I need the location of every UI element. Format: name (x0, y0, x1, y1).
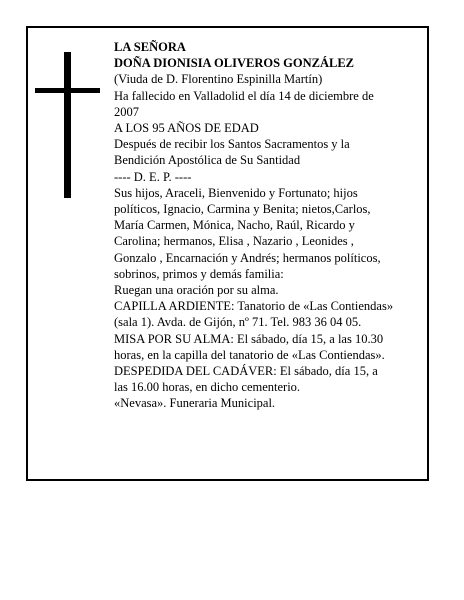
deceased-name: DOÑA DIONISIA OLIVEROS GONZÁLEZ (114, 56, 354, 71)
widow-of-line: (Viuda de D. Florentino Espinilla Martín) (114, 72, 323, 87)
family-line: María Carmen, Mónica, Nacho, Raúl, Ricardo y (114, 218, 355, 233)
chapel-line: CAPILLA ARDIENTE: Tanatorio de «Las Contiendas» (114, 299, 394, 314)
prayer-request-line: Ruegan una oración por su alma. (114, 283, 279, 298)
mass-line: MISA POR SU ALMA: El sábado, día 15, a las 10.30 (114, 331, 384, 346)
obituary-text (114, 39, 426, 412)
death-announcement-line: Ha fallecido en Valladolid el día 14 de diciembre de (114, 88, 374, 103)
family-line: Gonzalo , Encarnación y Andrés; hermanos políticos, (114, 250, 381, 265)
age-line: A LOS 95 AÑOS DE EDAD (114, 121, 259, 136)
chapel-address-line: (sala 1). Avda. de Gijón, nº 71. Tel. 983 36 04 05. (114, 315, 362, 330)
family-line: Carolina; hermanos, Elisa , Nazario , Leonides , (114, 234, 354, 249)
farewell-line: DESPEDIDA DEL CADÁVER: El sábado, día 15, a (114, 364, 378, 379)
rip-line: ---- D. E. P. ---- (114, 169, 192, 184)
mass-location-line: horas, en la capilla del tanatorio de «Las Contiendas». (114, 347, 385, 362)
cross-icon (35, 52, 100, 198)
death-year-line: 2007 (114, 104, 139, 119)
cross-horizontal-bar (35, 88, 100, 93)
family-line: políticos, Ignacio, Carmina y Benita; nietos,Carlos, (114, 202, 371, 217)
blessing-line: Bendición Apostólica de Su Santidad (114, 153, 301, 168)
farewell-time-line: las 16.00 horas, en dicho cementerio. (114, 380, 301, 395)
sacraments-line: Después de recibir los Santos Sacramentos y la (114, 137, 350, 152)
family-line: Sus hijos, Araceli, Bienvenido y Fortunato; hijos (114, 185, 358, 200)
family-line: sobrinos, primos y demás familia: (114, 266, 284, 281)
notice-title: LA SEÑORA (114, 40, 186, 54)
cross-vertical-bar (64, 52, 71, 198)
funeral-home-line: «Nevasa». Funeraria Municipal. (114, 396, 276, 411)
